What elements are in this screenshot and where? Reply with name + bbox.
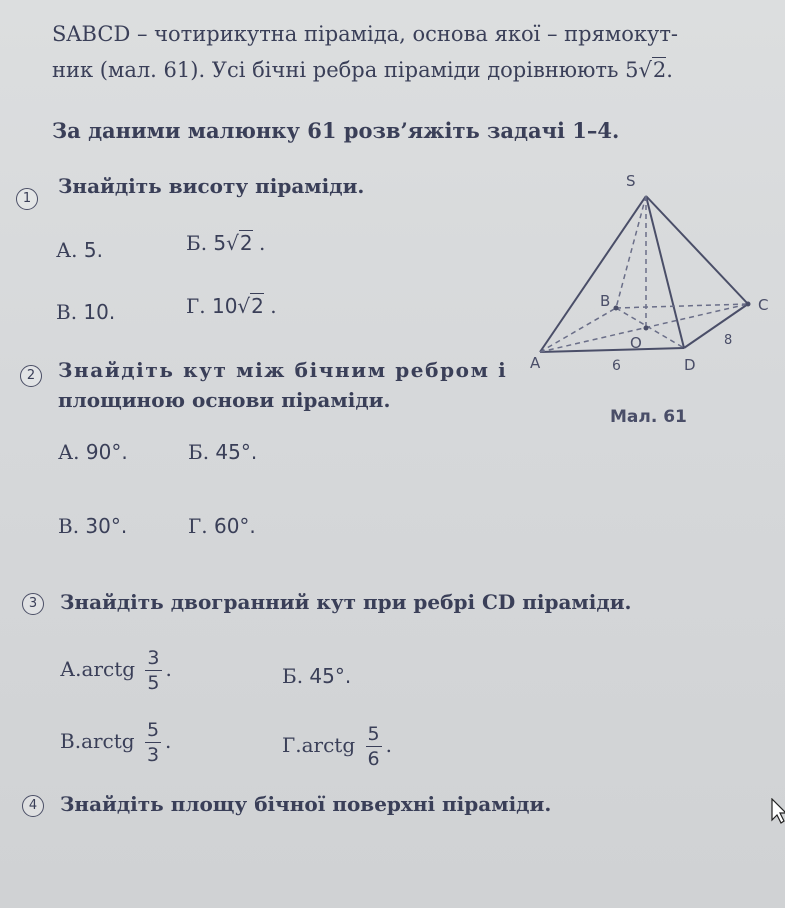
edge-ab — [540, 308, 616, 352]
option-suffix: . — [252, 231, 266, 255]
option-label: В. — [60, 729, 82, 753]
diagonal-bd — [616, 308, 684, 348]
option-suffix: . — [165, 729, 172, 753]
task-number-2: 2 — [20, 365, 42, 387]
fraction-numerator: 3 — [147, 647, 160, 669]
label-d: D — [684, 356, 696, 374]
option-label: Г. — [186, 294, 206, 318]
fraction — [366, 722, 382, 771]
fraction-denominator: 3 — [146, 744, 160, 766]
option-label: В. — [56, 300, 78, 324]
option-value: 10. — [83, 300, 116, 324]
option-value: 90°. — [85, 440, 128, 464]
task-number-3: 3 — [22, 593, 44, 615]
fraction-denominator: 5 — [147, 672, 160, 694]
option-value: 45°. — [215, 440, 258, 464]
option-label: Г. — [282, 733, 302, 757]
task-3-option-a[interactable] — [60, 646, 172, 695]
task-2-option-b[interactable] — [188, 440, 257, 464]
point-c — [746, 302, 751, 307]
task-3-option-c[interactable] — [60, 718, 171, 767]
option-value: 5. — [83, 238, 103, 262]
option-func: arctg — [301, 733, 356, 757]
intro-root: 2 — [652, 58, 667, 82]
task-3-text: Знайдіть двогранний кут при ребрі CD піраміди. — [60, 590, 632, 614]
sqrt-symbol: √2 — [237, 294, 264, 318]
edge-ad — [540, 348, 684, 352]
sqrt-symbol: √2 — [226, 231, 253, 255]
option-value: 30°. — [85, 514, 128, 538]
task-2-text-line-1: Знайдіть кут між бічним ребром і — [58, 358, 508, 382]
mouse-cursor-icon — [770, 798, 785, 824]
intro-line-1: SABCD – чотирикутна піраміда, основа якої – прямокут- — [52, 22, 679, 46]
option-label: Б. — [186, 231, 208, 255]
point-o — [644, 326, 649, 331]
option-suffix: . — [263, 294, 277, 318]
edge-sc — [646, 196, 748, 304]
task-1-option-a[interactable] — [56, 238, 103, 262]
label-a: A — [530, 354, 541, 372]
option-root: 2 — [239, 231, 253, 255]
option-value: 45°. — [309, 664, 352, 688]
point-b — [614, 306, 619, 311]
edge-sb — [616, 196, 646, 308]
option-label: Б. — [282, 664, 304, 688]
task-4-text: Знайдіть площу бічної поверхні піраміди. — [60, 792, 552, 816]
label-c: C — [758, 296, 769, 314]
intro-line-2 — [52, 58, 673, 82]
label-dc-length: 8 — [724, 333, 733, 348]
task-1-option-d[interactable] — [186, 294, 277, 318]
task-1-option-c[interactable] — [56, 300, 115, 324]
intro-line-2-text: ник (мал. 61). Усі бічні ребра піраміди дорівнюють 5 — [52, 58, 639, 82]
option-label: Г. — [188, 514, 208, 538]
fraction-numerator: 5 — [367, 723, 380, 745]
option-value: 10 — [211, 294, 238, 318]
option-suffix: . — [165, 657, 172, 681]
task-number-4: 4 — [22, 795, 44, 817]
edge-bc — [616, 304, 748, 308]
option-label: А. — [60, 657, 82, 681]
label-ad-length: 6 — [612, 358, 621, 374]
instruction: За даними малюнку 61 розв’яжіть задачі 1–4. — [52, 118, 620, 143]
task-2-text-line-2: площиною основи піраміди. — [58, 388, 391, 412]
task-2-option-c[interactable] — [58, 514, 127, 538]
option-suffix: . — [385, 733, 392, 757]
option-label: А. — [56, 238, 78, 262]
option-value: 60°. — [213, 514, 256, 538]
intro-suffix: . — [666, 58, 673, 82]
edge-sa — [540, 196, 646, 352]
option-root: 2 — [251, 294, 264, 318]
label-b: B — [600, 292, 611, 310]
fraction — [145, 646, 161, 695]
task-1-text: Знайдіть висоту піраміди. — [58, 174, 365, 198]
fraction — [145, 718, 161, 767]
label-s: S — [626, 172, 636, 190]
sqrt-symbol: √2 — [638, 58, 667, 82]
option-label: Б. — [188, 440, 210, 464]
edge-sd — [646, 196, 684, 348]
option-value: 5 — [213, 231, 227, 255]
task-number-1: 1 — [16, 188, 38, 210]
task-3-option-d[interactable] — [282, 722, 392, 771]
option-func: arctg — [81, 657, 136, 681]
task-2-option-a[interactable] — [58, 440, 128, 464]
option-label: А. — [58, 440, 80, 464]
option-func: arctg — [81, 729, 135, 753]
figure-caption: Мал. 61 — [610, 407, 687, 427]
option-label: В. — [58, 514, 80, 538]
edge-dc — [684, 304, 748, 348]
fraction-denominator: 6 — [367, 748, 380, 770]
label-o: O — [630, 334, 642, 352]
fraction-numerator: 5 — [146, 719, 160, 741]
pyramid-figure — [520, 168, 780, 438]
task-3-option-b[interactable] — [282, 664, 351, 688]
task-1-option-b[interactable] — [186, 231, 265, 255]
task-2-option-d[interactable] — [188, 514, 256, 538]
